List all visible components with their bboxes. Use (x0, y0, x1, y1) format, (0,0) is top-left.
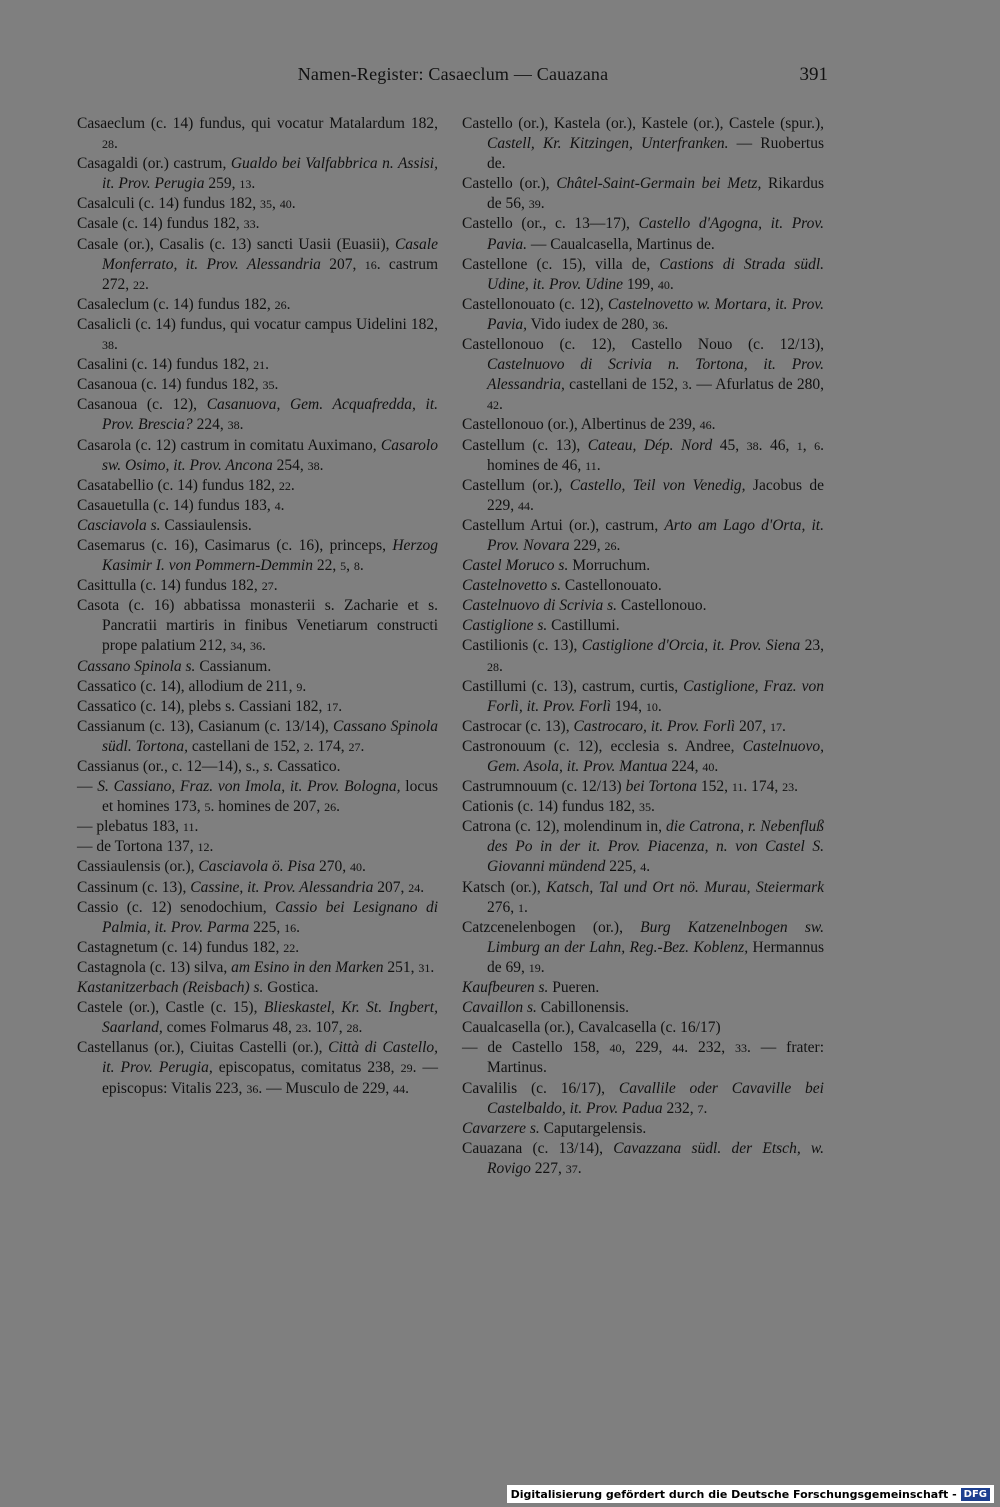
index-entry: Castello (or.), Châtel-Saint-Germain bei Metz, Rikardus de 56, 39. (462, 175, 824, 213)
index-entry: Castellone (c. 15), villa de, Castions di Strada südl. Udine, it. Prov. Udine 199, 40. (462, 255, 825, 293)
right-column (462, 114, 824, 1179)
index-entry: — de Castello 158, 40, 229, 44. 232, 33. — frater: Martinus. (462, 1039, 825, 1077)
index-entry: Casota (c. 16) abbatissa monasterii s. Zacharie et s. Pancratii martiris in finibus Venetiarum constructi prope palatium 212, 34, 36. (77, 597, 438, 655)
index-entry: Castagnola (c. 13) silva, am Esino in den Marken 251, 31. (77, 958, 435, 976)
index-entry: Casaleclum (c. 14) fundus 182, 26. (77, 295, 291, 313)
index-entry: Castellum (or.), Castello, Teil von Venedig, Jacobus de 229, 44. (462, 476, 824, 514)
index-entry: Castellum (c. 13), Cateau, Dép. Nord 45, 38. 46, 1, 6. homines de 46, 11. (462, 436, 825, 474)
index-entry: Catrona (c. 12), molendinum in, die Catrona, r. Nebenfluß des Po in der it. Prov. Piacenza, n. von Castel S. Giovanni mündend 225, 4. (462, 818, 824, 876)
index-entry: Castillumi (c. 13), castrum, curtis, Castiglione, Fraz. von Forlì, it. Prov. Forlì 194, 10. (462, 677, 825, 715)
index-entry: Cassinum (c. 13), Cassine, it. Prov. Alessandria 207, 24. (77, 878, 425, 896)
index-entry: Castello (or., c. 13—17), Castello d'Agogna, it. Prov. Pavia. — Caualcasella, Martinus de. (462, 215, 824, 253)
index-entry: Cauazana (c. 13/14), Cavazzana südl. der Etsch, w. Rovigo 227, 37. (462, 1139, 824, 1177)
left-column (77, 114, 438, 1099)
page-header-title: Namen-Register: Casaeclum — Cauazana (297, 64, 609, 84)
index-entry: Castellanus (or.), Ciuitas Castelli (or.), Città di Castello, it. Prov. Perugia, episcopatus, comitatus 238, 29. — episcopus: Vitalis 223, 36. — Musculo de 229, 44. (77, 1039, 439, 1097)
index-entry: Castrumnouum (c. 12/13) bei Tortona 152, 11. 174, 23. (462, 778, 799, 796)
page-number: 391 (799, 64, 828, 85)
index-entry: — plebatus 183, 11. (77, 818, 199, 836)
index-entry: Castellonouo (c. 12), Castello Nouo (c. 12/13), Castelnuovo di Scrivia n. Tortona, it. Prov. Alessandria, castellani de 152, 3. — Afurlatus de 280, 42. (462, 336, 824, 414)
index-entry: Casale (or.), Casalis (c. 13) sancti Uasii (Euasii), Casale Monferrato, it. Prov. Alessandria 207, 16. castrum 272, 22. (77, 235, 438, 293)
index-entry: — de Tortona 137, 12. (77, 838, 214, 856)
index-entry: Casemarus (c. 16), Casimarus (c. 16), princeps, Herzog Kasimir I. von Pommern-Demmin 22, 5, 8. (77, 536, 438, 575)
index-entry: Cassatico (c. 14), plebs s. Cassiani 182, 17. (77, 697, 343, 715)
index-entry: Castagnetum (c. 14) fundus 182, 22. (77, 938, 300, 956)
footer-credit-bar (507, 1485, 994, 1503)
index-entry: Casale (c. 14) fundus 182, 33. (77, 215, 260, 233)
index-entry: Casanoua (c. 12), Casanuova, Gem. Acquafredda, it. Prov. Brescia? 224, 38. (77, 396, 438, 434)
index-entry: Casalicli (c. 14) fundus, qui vocatur campus Uidelini 182, 38. (77, 315, 438, 354)
index-entry: Castele (or.), Castle (c. 15), Blieskastel, Kr. St. Ingbert, Saarland, comes Folmarus 48, 23. 107, 28. (77, 999, 438, 1037)
index-entry: Castelnovetto s. Castellonouato. (462, 577, 662, 595)
index-entry: Cassiaulensis (or.), Casciavola ö. Pisa 270, 40. (77, 858, 366, 876)
index-entry: Cassianum (c. 13), Casianum (c. 13/14), Cassano Spinola südl. Tortona, castellani de 152, 2. 174, 27. (77, 717, 438, 755)
index-entry: Kastanitzerbach (Reisbach) s. Gostica. (77, 979, 319, 997)
index-entry: Castrocar (c. 13), Castrocaro, it. Prov. Forlì 207, 17. (462, 717, 786, 735)
index-entry: Castel Moruco s. Morruchum. (462, 557, 651, 575)
index-entry: Castiglione s. Castillumi. (462, 617, 620, 635)
index-entry: Kaufbeuren s. Pueren. (462, 979, 600, 997)
index-entry: Cavalilis (c. 16/17), Cavallile oder Cavaville bei Castelbaldo, it. Prov. Padua 232, 7. (462, 1079, 824, 1117)
index-entry: Catzcenelenbogen (or.), Burg Katzenelnbogen sw. Limburg an der Lahn, Reg.-Bez. Koblenz, Hermannus de 69, 19. (462, 918, 825, 976)
index-entry: Caualcasella (or.), Cavalcasella (c. 16/17) (462, 1019, 721, 1037)
index-entry: Casaeclum (c. 14) fundus, qui vocatur Matalardum 182, 28. (77, 115, 438, 153)
index-entry: Cassano Spinola s. Cassianum. (77, 657, 272, 675)
index-entry: — S. Cassiano, Fraz. von Imola, it. Prov. Bologna, locus et homines 173, 5. homines de 207, 26. (77, 778, 439, 816)
index-entry: Casalini (c. 14) fundus 182, 21. (77, 356, 269, 374)
index-entry: Casciavola s. Cassiaulensis. (77, 516, 252, 534)
footer-credit-text: Digitalisierung gefördert durch die Deutsche Forschungsgemeinschaft - (510, 1487, 957, 1501)
index-entry: Cassio (c. 12) senodochium, Cassio bei Lesignano di Palmia, it. Prov. Parma 225, 16. (77, 898, 438, 936)
index-entry: Cassianus (or., c. 12—14), s., s. Cassatico. (77, 758, 341, 775)
index-entry: Katsch (or.), Katsch, Tal und Ort nö. Murau, Steiermark 276, 1. (462, 878, 825, 916)
index-entry: Cavarzere s. Caputargelensis. (462, 1119, 647, 1137)
index-entry: Castronouum (c. 12), ecclesia s. Andree, Castelnuovo, Gem. Asola, it. Prov. Mantua 224, 40. (462, 737, 824, 775)
index-entry: Casagaldi (or.) castrum, Gualdo bei Valfabbrica n. Assisi, it. Prov. Perugia 259, 13. (77, 155, 438, 193)
index-entry: Casanoua (c. 14) fundus 182, 35. (77, 376, 279, 394)
index-entry: Castilionis (c. 13), Castiglione d'Orcia, it. Prov. Siena 23, 28. (462, 637, 824, 675)
index-entry: Castellum Artui (or.), castrum, Arto am Lago d'Orta, it. Prov. Novara 229, 26. (462, 516, 824, 554)
index-entry: Casatabellio (c. 14) fundus 182, 22. (77, 476, 295, 494)
index-entry: Casarola (c. 12) castrum in comitatu Auximano, Casarolo sw. Osimo, it. Prov. Ancona 254, 38. (77, 436, 438, 474)
index-entry: Castellonouato (c. 12), Castelnovetto w. Mortara, it. Prov. Pavia, Vido iudex de 280, 36. (462, 295, 824, 333)
dfg-logo: DFG (961, 1488, 990, 1501)
index-entry: Casalculi (c. 14) fundus 182, 35, 40. (77, 195, 296, 213)
index-entry: Casittulla (c. 14) fundus 182, 27. (77, 577, 278, 595)
index-entry: Cavaillon s. Cabillonensis. (462, 999, 630, 1017)
index-entry: Cassatico (c. 14), allodium de 211, 9. (77, 677, 307, 695)
index-entry: Castello (or.), Kastela (or.), Kastele (or.), Castele (spur.), Castell, Kr. Kitzingen, Unterfranken. — Ruobertus de. (462, 115, 824, 173)
index-entry: Castellonouo (or.), Albertinus de 239, 46. (462, 416, 716, 434)
index-entry: Castelnuovo di Scrivia s. Castellonouo. (462, 597, 707, 615)
index-entry: Cationis (c. 14) fundus 182, 35. (462, 798, 655, 816)
index-entry: Casauetulla (c. 14) fundus 183, 4. (77, 496, 285, 514)
